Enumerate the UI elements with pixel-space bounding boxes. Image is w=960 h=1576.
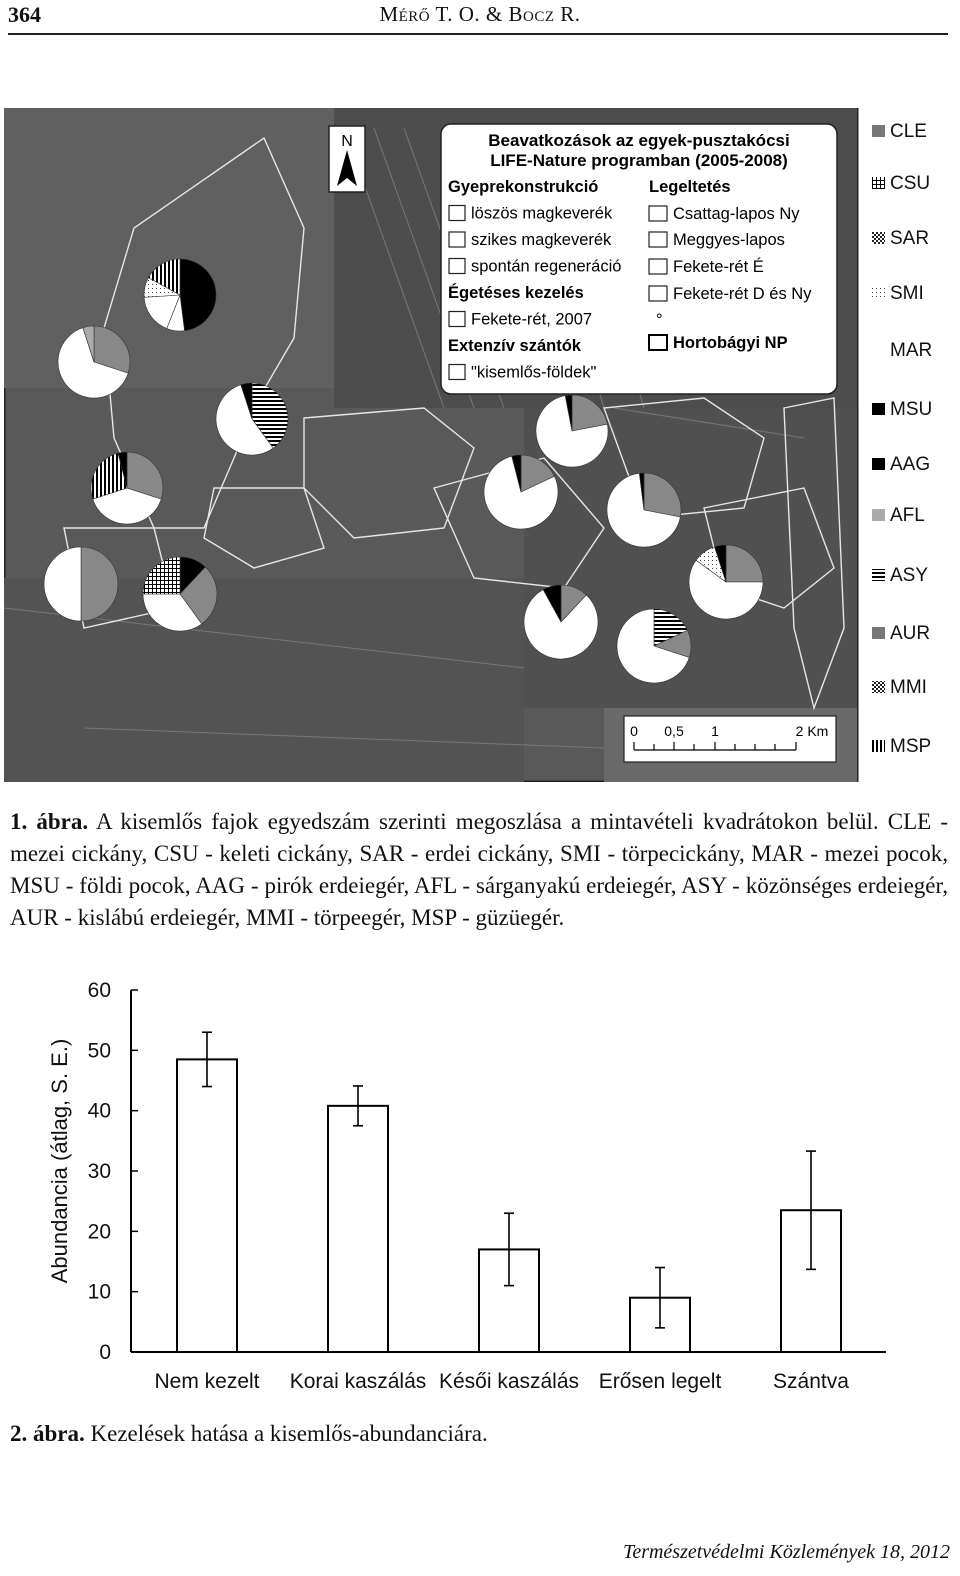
- figure-1-label: 1. ábra.: [10, 809, 89, 834]
- species-legend: [872, 121, 932, 757]
- running-authors: Mérő T. O. & Bocz R.: [379, 2, 581, 26]
- legend-swatch: [649, 259, 667, 274]
- species-swatch: [872, 740, 885, 752]
- pie-chart: [536, 395, 608, 467]
- north-arrow: [329, 126, 365, 192]
- x-category-label: Korai kaszálás: [289, 1370, 427, 1393]
- pie-chart: [484, 455, 558, 529]
- figure-2-label: 2. ábra.: [10, 1421, 85, 1446]
- y-tick-label: 60: [87, 979, 111, 1002]
- legend-left-item: szikes magkeverék: [471, 231, 612, 249]
- pie-chart: [91, 452, 163, 524]
- page-number: 364: [8, 2, 41, 27]
- species-swatch: [872, 125, 885, 137]
- x-category-label: Nem kezelt: [154, 1370, 260, 1393]
- pie-chart: [58, 326, 130, 398]
- scale-label: 2 Km: [795, 723, 829, 739]
- y-tick-label: 50: [87, 1039, 111, 1063]
- legend-right-item: Hortobágyi NP: [673, 334, 788, 352]
- legend-right-item: Legeltetés: [649, 178, 731, 196]
- legend-swatch: [449, 206, 465, 221]
- legend-left-item: spontán regeneráció: [471, 257, 622, 276]
- legend-swatch: [649, 232, 667, 247]
- bar: [177, 1059, 237, 1352]
- legend-left-item: Fekete-rét, 2007: [471, 310, 593, 329]
- species-swatch: [872, 681, 885, 693]
- x-category-label: Késői kaszálás: [438, 1370, 580, 1393]
- chart-axes: [47, 979, 886, 1393]
- legend-right-item: Csattag-lapos Ny: [673, 205, 800, 223]
- legend-right-item: °: [656, 311, 663, 329]
- bar: [328, 1106, 388, 1352]
- species-swatch: [872, 627, 885, 639]
- pie-chart: [617, 609, 691, 683]
- legend-swatch: [449, 232, 465, 247]
- legend-right-item: Fekete-rét D és Ny: [673, 285, 812, 303]
- figure-2-caption-text: Kezelések hatása a kisemlős-abundanciára.: [84, 1421, 488, 1446]
- species-label: MSP: [890, 736, 932, 757]
- y-tick-label: 40: [87, 1099, 111, 1123]
- pie-chart: [216, 383, 288, 455]
- legend-left-item: Gyeprekonstrukció: [448, 178, 599, 196]
- x-category-label: Szántva: [773, 1370, 849, 1393]
- species-label: MSU: [890, 399, 933, 420]
- scale-label: 0: [630, 723, 638, 739]
- legend-swatch: [449, 365, 465, 380]
- journal-footer: Természetvédelmi Közlemények 18, 2012: [623, 1541, 950, 1563]
- pie-chart: [143, 557, 217, 631]
- scale-label: 0,5: [664, 723, 684, 739]
- chart-bars: [177, 1032, 841, 1352]
- y-tick-label: 30: [87, 1160, 111, 1183]
- legend-swatch: [449, 259, 465, 274]
- pie-chart: [144, 259, 216, 331]
- header-rule: [8, 33, 948, 35]
- pie-chart: [607, 473, 681, 547]
- pie-chart: [689, 545, 763, 619]
- figure-1-caption-text: A kisemlős fajok egyedszám szerinti megoszlása a mintavételi kvadrátokon belül. CLE - mezei cickány, CSU - keleti cickány, SAR - erdei cickány, SMI - törpecickány, MAR - mezei pocok, MSU - földi pocok, AAG - pirók erdeiegér, AFL - sárganyakú erdeiegér, ASY - közönséges erdeiegér, AUR - kislábú erdeiegér, MMI - törpeegér, MSP - güzüegér.: [10, 809, 949, 930]
- species-swatch: [872, 232, 885, 244]
- species-swatch: [872, 403, 885, 415]
- species-label: CLE: [890, 121, 927, 142]
- species-swatch: [872, 287, 885, 299]
- figure-1-caption: [10, 806, 948, 934]
- legend-left-item: löszös magkeverék: [471, 204, 613, 223]
- legend-swatch: [649, 286, 667, 301]
- pie-chart: [524, 585, 598, 659]
- legend-right-item: Fekete-rét É: [673, 258, 764, 276]
- y-axis-label: Abundancia (átlag, S. E.): [47, 1038, 72, 1284]
- y-tick-label: 20: [87, 1220, 111, 1244]
- y-tick-label: 0: [99, 1341, 111, 1364]
- y-tick-label: 10: [87, 1280, 111, 1304]
- legend-swatch: [449, 312, 465, 327]
- abundance-bar-chart: [40, 972, 900, 1402]
- species-label: AFL: [890, 505, 925, 526]
- figure-2-caption: [10, 1418, 948, 1450]
- x-category-label: Erősen legelt: [598, 1370, 722, 1393]
- legend-left-item: Égetéses kezelés: [448, 284, 584, 302]
- species-swatch: [872, 177, 885, 189]
- species-label: MMI: [890, 677, 927, 698]
- legend-left-item: "kisemlős-földek": [471, 363, 597, 382]
- legend-swatch: [649, 206, 667, 221]
- species-label: AAG: [890, 454, 931, 475]
- species-swatch: [872, 458, 885, 470]
- scale-label: 1: [711, 723, 719, 739]
- legend-title-line1: Beavatkozások az egyek-pusztakócsi: [488, 131, 790, 150]
- species-label: ASY: [890, 565, 929, 586]
- scale-bar: [624, 716, 836, 762]
- species-label: SAR: [890, 228, 930, 249]
- legend-title-line2: LIFE-Nature programban (2005-2008): [490, 151, 788, 170]
- north-label: N: [341, 133, 353, 150]
- species-label: MAR: [890, 340, 933, 361]
- species-label: AUR: [890, 623, 931, 644]
- legend-left-item: Extenzív szántók: [448, 337, 581, 355]
- page-header: [0, 0, 960, 36]
- legend-right-item: Meggyes-lapos: [673, 231, 785, 249]
- species-swatch: [872, 569, 885, 581]
- species-swatch: [872, 509, 885, 521]
- pie-chart: [44, 547, 118, 621]
- species-label: SMI: [890, 283, 924, 304]
- legend-swatch: [649, 335, 667, 350]
- intervention-legend: [441, 124, 837, 394]
- species-label: CSU: [890, 173, 931, 194]
- map-figure: [4, 108, 954, 782]
